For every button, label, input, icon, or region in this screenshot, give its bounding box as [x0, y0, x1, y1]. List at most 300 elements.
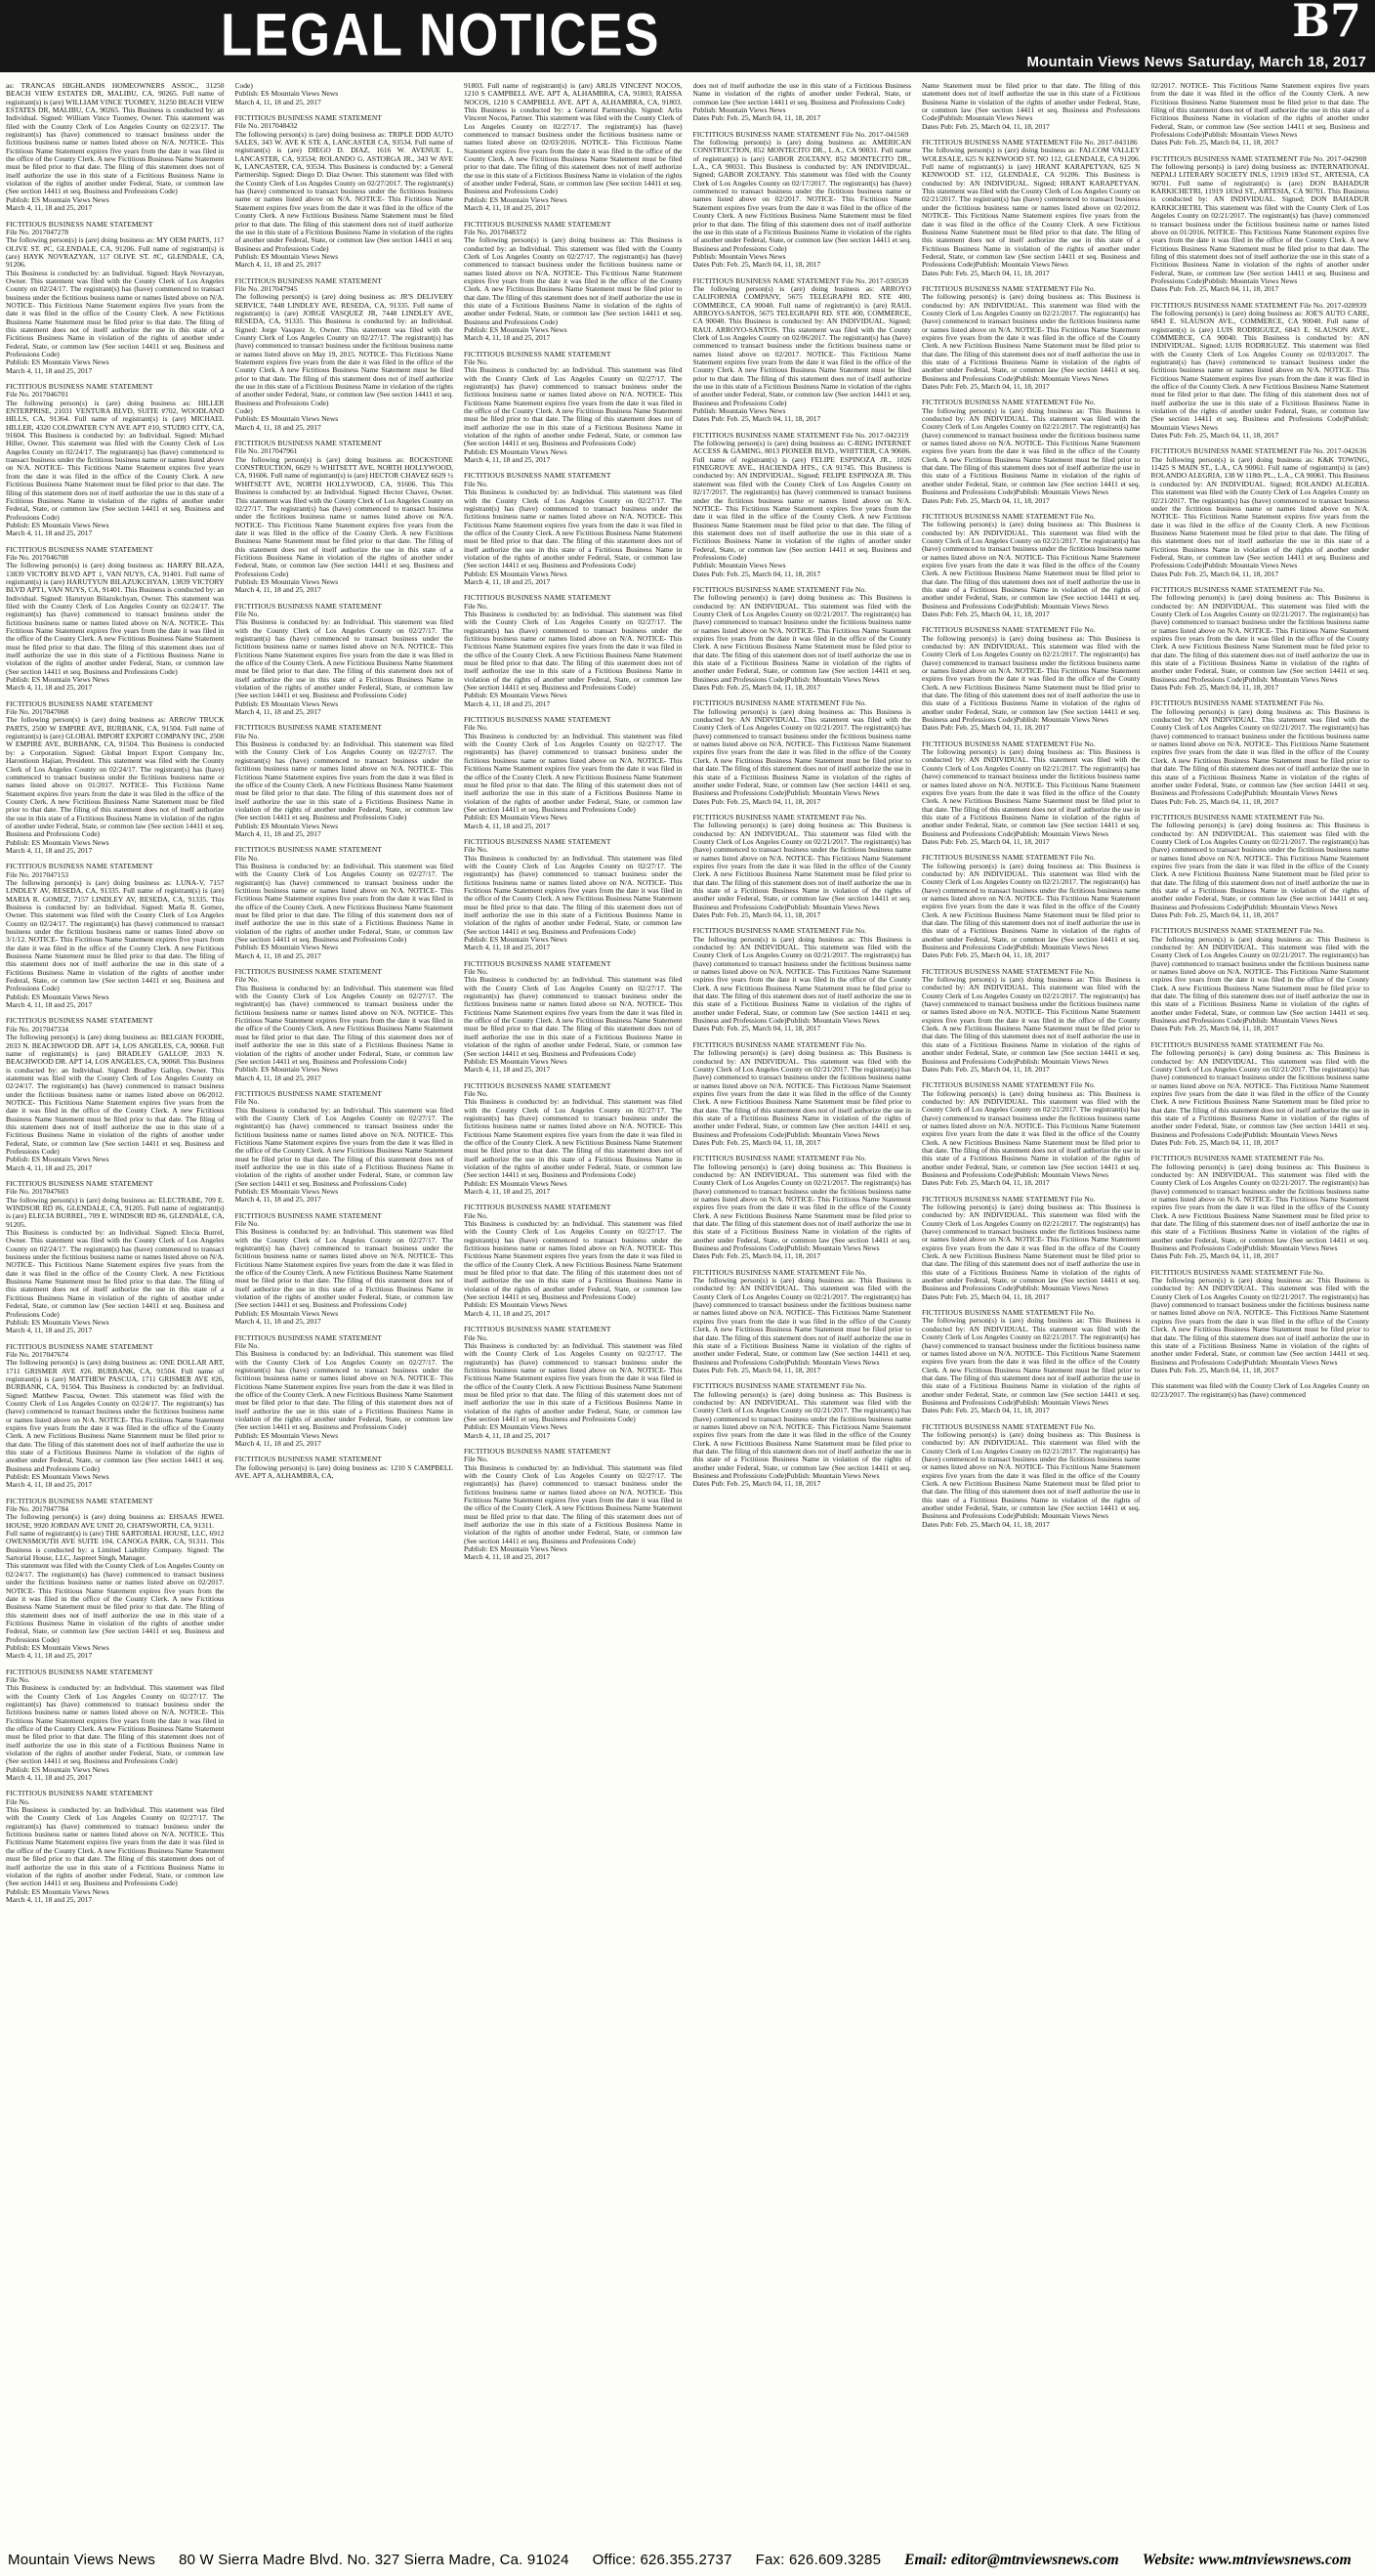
notice-heading: FICTITIOUS BUSINESS NAME STATEMENT File No. — [1150, 698, 1325, 708]
notice-publish: Publish: ES Mountain Views News — [234, 414, 339, 424]
notice-dates: Dates Pub: Feb. 25, March 04, 11, 18, 2017 — [692, 1365, 821, 1374]
notice-text: This Business is conducted by: an Individual. This statement was filed with the County Clerk of Los Angeles County on 02/27/17. The registrant(s) has (have) commenced to transact business under the fictitious business name or names listed above on N/A. NOTICE- This Fictitious Name Statement expires five years from the date it was filed in the office of the County Clerk. A new Fictitious Business Name Statement must be filed prior to that date. The filing of this statement does not of itself authorize the use in this state of a Fictitious Business Name in violation of the rights of another under Federal, State, or common law (See section 14411 et seq. Business and Professions Code) — [234, 739, 453, 823]
notice-text: This statement was filed with the County Clerk of Los Angeles County on 02/24/17. The registrant(s) has (have) commenced to transact business under the fictitious business name or names listed above on 02/2017. NOTICE- This Fictitious Name Statement expires five years from the date it was filed in the office of the County Clerk. A new Fictitious Business Name Statement must be filed prior to that date. The filing of this statement does not of itself authorize the use in this state of a Fictitious Business Name in violation of the rights of another under Federal, State, or common law (See section 14411 et seq. Business and Professions Code) — [6, 1561, 225, 1644]
notice-text: Code) — [234, 82, 253, 90]
notice-dates: March 4, 11, 18 and 25, 2017 — [6, 683, 93, 693]
notice-file-number: File No. — [464, 1332, 488, 1342]
notice-text: This Business is conducted by: an Individual. This statement was filed with the County Clerk of Los Angeles County on 02/27/17. The registrant(s) has (have) commenced to transact business under the fictitious business name or names listed above on N/A. NOTICE- This Fictitious Name Statement expires five years from the date it was filed in the office of the County Clerk. A new Fictitious Business Name Statement must be filed prior to that date. The filing of this statement does not of itself authorize the use in this state of a Fictitious Business Name in violation of the rights of another under Federal, State, or common law (See section 14411 et seq. Business and Professions Code) — [464, 1219, 683, 1302]
notice-dates: March 4, 11, 18 and 25, 2017 — [464, 821, 551, 830]
notice-heading: FICTITIOUS BUSINESS NAME STATEMENT — [464, 471, 611, 481]
legal-notice — [6, 1343, 225, 1490]
notice-file-number: File No. — [234, 1097, 260, 1107]
footer-email: Email: editor@mtnviewsnews.com — [904, 2552, 1119, 2568]
notice-dates: Dates Pub: Feb. 25, March 04, 11, 18, 2017 — [692, 1137, 821, 1147]
notice-text: The following person(s) is (are) doing business as: ARROW TRUCK PARTS, 2500 W EMPIRE AVE, BURBANK, CA, 91504. Full name of registrant(s) is (are) GLOBAL IMPORT EXPORT COMPANY INC, 2500 W EMPIRE AVE, BURBANK, CA, 91504. This Business is conducted by: a Corporation. Signed: Global Import Export Company Inc, Haroutioun Hajian, President. This statement was filed with the County Clerk of Los Angeles County on 02/24/17. The registrant(s) has (have) commenced to transact business under the fictitious business name or names listed above on 01/2017. NOTICE- This Fictitious Name Statement expires five years from the date it was filed in the office of the County Clerk. A new Fictitious Business Name Statement must be filed prior to that date. The filing of this statement does not of itself authorize the use in this state of a Fictitious Business Name in violation of the rights of another under Federal, State, or common law (See section 14411 et seq. Business and Professions Code) — [6, 715, 225, 839]
notice-heading: FICTITIOUS BUSINESS NAME STATEMENT — [234, 439, 383, 448]
notice-heading: FICTITIOUS BUSINESS NAME STATEMENT — [234, 601, 383, 611]
notice-text: The following person(s) is (are) doing business as: This Business is conducted by: AN INDIVIDUAL. This statement was filed with the County Clerk of Los Angeles County on 02/21/2017. The registrant(s) has (have) commenced to transact business under the fictitious business name or names listed above on N/A. NOTICE- This Fictitious Name Statement expires five years from the date it was filed in the office of the County Clerk. A new Fictitious Business Name Statement must be filed prior to that date. The filing of this statement does not of itself authorize the use in this state of a Fictitious Business Name in violation of the rights of another under Federal, State, or common law (See section 14411 et seq. Business and Professions Code)Publish: Mountain Views News — [692, 1276, 911, 1367]
notice-column-5 — [922, 82, 1141, 2532]
notice-file-number: File No. 2017047334 — [6, 1024, 68, 1034]
notice-text: The following person(s) is (are) doing business as: This Business is conducted by: AN INDIVIDUAL. This statement was filed with the County Clerk of Los Angeles County on 02/21/2017. The registrant(s) has (have) commenced to transact business under the fictitious business name or names listed above on N/A. NOTICE- This Fictitious Name Statement expires five years from the date it was filed in the office of the County Clerk. A new Fictitious Business Name Statement must be filed prior to that date. The filing of this statement does not of itself authorize the use in this state of a Fictitious Business Name in violation of the rights of another under Federal, State, or common law (See section 14411 et seq. Business and Professions Code)Publish: Mountain Views News — [692, 821, 911, 911]
notice-heading: FICTITIOUS BUSINESS NAME STATEMENT — [6, 1789, 153, 1798]
notice-publish: Publish: ES Mountain Views News — [6, 992, 109, 1001]
notice-dates: Dates Pub: Feb. 25, March 04, 11, 18, 2017 — [922, 382, 1050, 392]
notice-heading: FICTITIOUS BUSINESS NAME STATEMENT File No. — [692, 1267, 867, 1277]
notice-publish: Publish: ES Mountain Views News — [234, 576, 339, 586]
notice-text: as: TRANCAS HIGHLANDS HOMEOWNERS ASSOC., 31250 BEACH VIEW ESTATES DR, MALIBU, CA, 90265. Full name of registrant(s) is (are) WILLIAM VINCE TUOMEY, 31250 BEACH VIEW ESTATES DR, MALIBU, CA, 90265. This Business is conducted by: an Individual. Signed: William Vince Tuomey, Owner. This statement was filed with the County Clerk of Los Angeles County on 02/23/17. The registrant(s) has (have) commenced to transact business under the fictitious business name or names listed above on N/A. NOTICE- This Fictitious Name Statement expires five years from the date it was filed in the office of the County Clerk. A new Fictitious Business Name Statement must be filed prior to that date. The filing of this statement does not of itself authorize the use in this state of a Fictitious Business Name in violation of the rights of another under Federal, State, or common law (See section 14411 et seq. Business and Professions Code) — [6, 82, 225, 196]
notice-heading: FICTITIOUS BUSINESS NAME STATEMENT File No. — [692, 926, 867, 936]
notice-dates: March 4, 11, 18 and 25, 2017 — [234, 585, 321, 595]
legal-notice — [464, 472, 683, 586]
notice-file-number: File No. — [464, 1455, 488, 1464]
notice-heading: FICTITIOUS BUSINESS NAME STATEMENT — [464, 1446, 611, 1456]
notice-text: This Business is conducted by: an Individual. This statement was filed with the County Clerk of Los Angeles County on 02/27/17. The registrant(s) has (have) commenced to transact business under the fictitious business name or names listed above on N/A. NOTICE- This Fictitious Name Statement expires five years from the date it was filed in the office of the County Clerk. A new Fictitious Business Name Statement must be filed prior to that date. The filing of this statement does not of itself authorize the use in this state of a Fictitious Business Name in violation of the rights of another under Federal, State, or common law (See section 14411 et seq. Business and Professions Code) — [464, 365, 683, 448]
legal-notice — [1151, 927, 1370, 1033]
notice-heading: FICTITIOUS BUSINESS NAME STATEMENT File No. — [922, 1194, 1096, 1204]
notice-text: Publish: Mountain Views News — [692, 561, 786, 570]
notice-text: 02/2017. NOTICE- This Fictitious Name Statement expires five years from the date it was filed in the office of the County Clerk. A new Fictitious Business Name Statement must be filed prior to that date. The filing of this statement does not of itself authorize the use in this state of a Fictitious Business Name in violation of the rights of another under Federal, State, or common law (See section 14411 et seq. Business and Professions Code)Publish: Mountain Views News — [1150, 82, 1369, 140]
notice-text: The following person(s) is (are) doing business as: This Business is conducted by: AN INDIVIDUAL. This statement was filed with the County Clerk of Los Angeles County on 02/21/2017. The registrant(s) has (have) commenced to transact business under the fictitious business name or names listed above on N/A. NOTICE- This Fictitious Name Statement expires five years from the date it was filed in the office of the County Clerk. A new Fictitious Business Name Statement must be filed prior to that date. The filing of this statement does not of itself authorize the use in this state of a Fictitious Business Name in violation of the rights of another under Federal, State, or common law (See section 14411 et seq. Business and Professions Code)Publish: Mountain Views News — [1150, 593, 1369, 684]
notice-text: March 4, 11, 18 and 25, 2017 — [234, 97, 321, 106]
notice-text: The following person(s) is (are) doing business as: This Business is conducted by: AN INDIVIDUAL. This statement was filed with the County Clerk of Los Angeles County on 02/21/2017. The registrant(s) has (have) commenced to transact business under the fictitious business name or names listed above on N/A. NOTICE- This Fictitious Name Statement expires five years from the date it was filed in the office of the County Clerk. A new Fictitious Business Name Statement must be filed prior to that date. The filing of this statement does not of itself authorize the use in this state of a Fictitious Business Name in violation of the rights of another under Federal, State, or common law (See section 14411 et seq. Business and Professions Code)Publish: Mountain Views News — [922, 405, 1141, 497]
notice-file-number: File No. — [234, 731, 260, 740]
notice-file-number: File No. — [464, 358, 488, 366]
notice-dates: March 4, 11, 18 and 25, 2017 — [6, 203, 93, 213]
notice-dates: Dates Pub: Feb. 25, March 04, 11, 18, 2017 — [922, 609, 1050, 618]
notice-file-number: File No. 2017047068 — [6, 707, 68, 717]
notice-publish: Publish: ES Mountain Views News — [6, 675, 109, 685]
notice-dates: Dates Pub: Feb. 25, March 04, 11, 18, 2017 — [922, 268, 1050, 277]
legal-notice — [922, 740, 1141, 846]
notice-file-number: File No. 2017047674 — [6, 1349, 68, 1359]
notice-dates: March 4, 11, 18 and 25, 2017 — [6, 1651, 93, 1661]
notice-column-2 — [235, 82, 454, 2532]
notice-dates: March 4, 11, 18 and 25, 2017 — [234, 260, 321, 270]
notice-dates: Dates Pub: Feb. 25, March 04, 11, 18, 2017 — [922, 950, 1050, 960]
notice-publish: Publish: ES Mountain Views News — [234, 943, 339, 952]
notice-dates: March 4, 11, 18 and 25, 2017 — [6, 528, 93, 538]
page-number: B7 — [1292, 0, 1361, 47]
notice-text: The following person(s) is (are) doing business as: ARROYO CALIFORNIA COMPANY, 5675 TELEGRAPH RD. STE 400, COMMERCE, CA 90040. Full name of registrant(s) is (are) RAUL ARROYO-SANTOS, 5675 TELEGRAPH RD. STE 400, COMMERCE, CA 90040. This Business is conducted by: AN INDIVIDUAL. Signed; RAUL ARROYO-SANTOS. This statement was filed with the County Clerk of Los Angeles County on 02/06/2017. The registrant(s) has (have) commenced to transact business under the fictitious business name or names listed above on 02/2017. NOTICE- This Fictitious Name Statement expires five years from the date it was filed in the office of the County Clerk. A new Fictitious Business Name Statement must be filed prior to that date. The filing of this statement does not of itself authorize the use in this state of a Fictitious Business Name in violation of the rights of another under Federal, State, or common law (See section 14411 et seq. Business and Professions Code) — [692, 283, 911, 407]
notice-text: The following person(s) is (are) doing business as: This Business is conducted by: AN INDIVIDUAL. This statement was filed with the County Clerk of Los Angeles County on 02/21/2017. The registrant(s) has (have) commenced to transact business under the fictitious business name or names listed above on N/A. NOTICE- This Fictitious Name Statement expires five years from the date it was filed in the office of the County Clerk. A new Fictitious Business Name Statement must be filed prior to that date. The filing of this statement does not of itself authorize the use in this state of a Fictitious Business Name in violation of the rights of another under Federal, State, or common law (See section 14411 et seq. Business and Professions Code)Publish: Mountain Views News — [922, 633, 1141, 725]
notice-file-number: File No. — [464, 845, 488, 855]
legal-notice — [464, 594, 683, 708]
notice-text: Publish: ES Mountain Views News — [234, 89, 339, 99]
notice-heading: FICTITIOUS BUSINESS NAME STATEMENT File No. — [1150, 1154, 1325, 1163]
notice-text: The following person(s) is (are) doing business as: This Business is conducted by: AN INDIVIDUAL. This statement was filed with the County Clerk of Los Angeles County on 02/21/2017. The registrant(s) has (have) commenced to transact business under the fictitious business name or names listed above on N/A. NOTICE- This Fictitious Name Statement expires five years from the date it was filed in the office of the County Clerk. A new Fictitious Business Name Statement must be filed prior to that date. The filing of this statement does not of itself authorize the use in this state of a Fictitious Business Name in violation of the rights of another under Federal, State, or common law (See section 14411 et seq. Business and Professions Code)Publish: Mountain Views News — [1150, 1048, 1369, 1139]
notice-text: This Business is conducted by: an Individual. This statement was filed with the County Clerk of Los Angeles County on 02/27/17. The registrant(s) has (have) commenced to transact business under the fictitious business name or names listed above on N/A. NOTICE- This Fictitious Name Statement expires five years from the date it was filed in the office of the County Clerk. A new Fictitious Business Name Statement must be filed prior to that date. The filing of this statement does not of itself authorize the use in this state of a Fictitious Business Name in violation of the rights of another under Federal, State, or common law (See section 14411 et seq. Business and Professions Code) — [234, 861, 453, 945]
notice-publish: Publish: ES Mountain Views News — [464, 1300, 567, 1310]
notice-dates: Dates Pub: Feb. 25, March 04, 11, 18, 2017 — [692, 796, 821, 806]
notice-publish: Publish: ES Mountain Views News — [464, 691, 567, 700]
notice-dates: March 4, 11, 18 and 25, 2017 — [6, 1480, 93, 1490]
notice-text: This Business is conducted by: an Individual. This statement was filed with the County Clerk of Los Angeles County on 02/27/17. The registrant(s) has (have) commenced to transact business under the fictitious business name or names listed above on N/A. NOTICE- This Fictitious Name Statement expires five years from the date it was filed in the office of the County Clerk. A new Fictitious Business Name Statement must be filed prior to that date. The filing of this statement does not of itself authorize the use in this state of a Fictitious Business Name in violation of the rights of another under Federal, State, or common law (See section 14411 et seq. Business and Professions Code) — [464, 609, 683, 693]
notice-text: The following person(s) is (are) doing business as: This Business is conducted by: AN INDIVIDUAL. This statement was filed with the County Clerk of Los Angeles County on 02/21/2017. The registrant(s) has (have) commenced to transact business under the fictitious business name or names listed above on N/A. NOTICE- This Fictitious Name Statement expires five years from the date it was filed in the office of the County Clerk. A new Fictitious Business Name Statement must be filed prior to that date. The filing of this statement does not of itself authorize the use in this state of a Fictitious Business Name in violation of the rights of another under Federal, State, or common law (See section 14411 et seq. Business and Professions Code)Publish: Mountain Views News — [922, 1088, 1141, 1179]
notice-dates: Dates Pub: Feb. 25, March 04, 11, 18, 2017 — [922, 1291, 1050, 1301]
notice-heading: FICTITIOUS BUSINESS NAME STATEMENT — [234, 113, 383, 123]
legal-notice — [922, 285, 1141, 391]
legal-notice — [6, 1017, 225, 1172]
notice-heading: FICTITIOUS BUSINESS NAME STATEMENT — [6, 1496, 153, 1505]
legal-notice — [1151, 699, 1370, 805]
notice-heading: FICTITIOUS BUSINESS NAME STATEMENT File No. 2017-043186 — [922, 138, 1138, 148]
notice-heading: FICTITIOUS BUSINESS NAME STATEMENT — [234, 1210, 383, 1220]
notice-heading: FICTITIOUS BUSINESS NAME STATEMENT File No. — [922, 853, 1096, 863]
notice-dates: Dates Pub: Feb. 25, March 04, 11, 18, 2017 — [692, 1024, 821, 1034]
notice-heading: FICTITIOUS BUSINESS NAME STATEMENT — [6, 544, 153, 554]
notice-text: The following person(s) is (are) doing business as: FALCOM VALLEY WOLESALE, 625 N KENWOOD ST. NO 112, GLENDALE, CA 91206. Full name of registrant(s) is (are) HRANT KARAPETYAN, 625 N KENWOOD ST. 112, GLENDALE, CA 91206. This Business is conducted by: AN INDIVIDUAL. Signed; HRANT KARAPETYAN. This statement was filed with the County Clerk of Los Angeles County on 02/21/2017. The registrant(s) has (have) commenced to transact business under the fictitious business name or names listed above on 02/2012. NOTICE- This Fictitious Name Statement expires five years from the date it was filed in the office of the County Clerk. A new Fictitious Business Name Statement must be filed prior to that date. The filing of this statement does not of itself authorize the use in this state of a Fictitious Business Name in violation of the rights of another under Federal, State, or common law (See section 14411 et seq. Business and Professions Code)Publish: Mountain Views News — [922, 146, 1141, 270]
legal-notice — [6, 1180, 225, 1335]
legal-notice — [1151, 302, 1370, 441]
notice-dates: Dates Pub: Feb. 25, March 04, 11, 18, 2017 — [1150, 569, 1279, 578]
notice-dates: Dates Pub: Feb. 25, March 04, 11, 18, 2017 — [1150, 796, 1279, 806]
notice-dates: March 4, 11, 18 and 25, 2017 — [234, 422, 321, 432]
notice-dates: March 4, 11, 18 and 25, 2017 — [464, 1430, 551, 1440]
notice-publish: Publish: ES Mountain Views News — [464, 813, 567, 823]
legal-notice — [693, 1382, 912, 1488]
legal-notice — [235, 1456, 454, 1480]
notice-dates: Dates Pub: Feb. 25, March 04, 11, 18, 2017 — [692, 683, 821, 693]
legal-notice — [1151, 814, 1370, 919]
legal-notice — [922, 968, 1141, 1074]
notice-text: This Business is conducted by: an Individual. This statement was filed with the County Clerk of Los Angeles County on 02/27/17. The registrant(s) has (have) commenced to transact business under the fictitious business name or names listed above on N/A. NOTICE- This Fictitious Name Statement expires five years from the date it was filed in the office of the County Clerk. A new Fictitious Business Name Statement must be filed prior to that date. The filing of this statement does not of itself authorize the use in this state of a Fictitious Business Name in violation of the rights of another under Federal, State, or common law (See section 14411 et seq. Business and Professions Code) — [464, 975, 683, 1058]
notice-dates: March 4, 11, 18 and 25, 2017 — [234, 1073, 321, 1082]
notice-dates: March 4, 11, 18 and 25, 2017 — [234, 950, 321, 960]
notice-file-number: File No. — [464, 601, 488, 611]
notice-publish: Publish: ES Mountain Views News — [234, 1187, 339, 1196]
notice-column-1 — [6, 82, 225, 2532]
notice-dates: March 4, 11, 18 and 25, 2017 — [464, 1308, 551, 1318]
notice-dates: March 4, 11, 18 and 25, 2017 — [6, 1000, 93, 1010]
notice-heading: FICTITIOUS BUSINESS NAME STATEMENT File No. — [922, 625, 1096, 635]
legal-notice — [235, 1090, 454, 1204]
notice-heading: FICTITIOUS BUSINESS NAME STATEMENT File No. — [1150, 1267, 1325, 1277]
notice-text: Publish: Mountain Views News — [692, 406, 786, 416]
notice-text: The following person(s) is (are) doing business as: This Business is conducted by: AN INDIVIDUAL. This statement was filed with the County Clerk of Los Angeles County on 02/21/2017. The registrant(s) has (have) commenced to transact business under the fictitious business name or names listed above on N/A. NOTICE- This Fictitious Name Statement expires five years from the date it was filed in the office of the County Clerk. A new Fictitious Business Name Statement must be filed prior to that date. The filing of this statement does not of itself authorize the use in this state of a Fictitious Business Name in violation of the rights of another under Federal, State, or common law (See section 14411 et seq. Business and Professions Code)Publish: Mountain Views News — [1150, 934, 1369, 1026]
notice-column-3 — [464, 82, 683, 2532]
notice-heading: FICTITIOUS BUSINESS NAME STATEMENT File No. — [922, 398, 1096, 407]
legal-notice — [1151, 155, 1370, 294]
notice-dates: March 4, 11, 18 and 25, 2017 — [6, 1894, 93, 1904]
notice-text: Dates Pub: Feb. 25, March 04, 11, 18, 2017 — [1150, 138, 1279, 148]
notice-continuation — [1151, 82, 1370, 148]
notice-text: This Business is conducted by: an Individual. This statement was filed with the County Clerk of Los Angeles County on 02/27/17. The registrant(s) has (have) commenced to transact business under the fictitious business name or names listed above on N/A. NOTICE- This Fictitious Name Statement expires five years from the date it was filed in the office of the County Clerk. A new Fictitious Business Name Statement must be filed prior to that date. The filing of this statement does not of itself authorize the use in this state of a Fictitious Business Name in violation of the rights of another under Federal, State, or common law (See section 14411 et seq. Business and Professions Code) — [464, 1097, 683, 1180]
notice-publish: Publish: ES Mountain Views News — [464, 1178, 567, 1188]
notice-text: This Business is conducted by: an Individual. This statement was filed with the County Clerk of Los Angeles County on 02/27/17. The registrant(s) has (have) commenced to transact business under the fictitious business name or names listed above on N/A. NOTICE- This Fictitious Name Statement expires five years from the date it was filed in the office of the County Clerk. A new Fictitious Business Name Statement must be filed prior to that date. The filing of this statement does not of itself authorize the use in this state of a Fictitious Business Name in violation of the rights of another under Federal, State, or common law (See section 14411 et seq. Business and Professions Code) — [234, 617, 453, 700]
legal-notice — [922, 1081, 1141, 1187]
notice-heading: FICTITIOUS BUSINESS NAME STATEMENT — [234, 1332, 383, 1342]
notice-dates: March 4, 11, 18 and 25, 2017 — [464, 698, 551, 708]
legal-notice — [464, 1326, 683, 1440]
notice-file-number: File No. — [6, 1796, 30, 1806]
footer-address: 80 W Sierra Madre Blvd. No. 327 Sierra Madre, Ca. 91024 — [179, 2552, 569, 2568]
notice-dates: Dates Pub: Feb. 25, March 04, 11, 18, 2017 — [692, 414, 821, 424]
notice-dates: March 4, 11, 18 and 25, 2017 — [464, 576, 551, 586]
masthead — [0, 0, 1375, 72]
notice-text: The following person(s) is (are) doing business as: MY OEM PARTS, 117 OLIVE ST. #C, GLENDALE, CA, 91206. Full name of registrant(s) is (are) HAYK NOVRAZYAN, 117 OLIVE ST. #C, GLENDALE, CA, 91206. — [6, 235, 225, 270]
notice-publish: Publish: ES Mountain Views News — [234, 1308, 339, 1318]
notice-publish: Publish: ES Mountain Views News — [234, 1430, 339, 1440]
notice-file-number: File No. — [234, 1340, 260, 1350]
notice-column-6 — [1151, 82, 1370, 2532]
notice-text: The following person(s) is (are) doing business as: This Business is conducted by: AN INDIVIDUAL. This statement was filed with the County Clerk of Los Angeles County on 02/21/2017. The registrant(s) has (have) commenced to transact business under the fictitious business name or names listed above on N/A. NOTICE- This Fictitious Name Statement expires five years from the date it was filed in the office of the County Clerk. A new Fictitious Business Name Statement must be filed prior to that date. The filing of this statement does not of itself authorize the use in this state of a Fictitious Business Name in violation of the rights of another under Federal, State, or common law (See section 14411 et seq. Business and Professions Code)Publish: Mountain Views News — [1150, 1276, 1369, 1367]
notice-publish: Publish: ES Mountain Views News — [464, 1056, 567, 1066]
notice-publish: Publish: ES Mountain Views News — [6, 837, 109, 847]
notice-heading: FICTITIOUS BUSINESS NAME STATEMENT File No. — [922, 1308, 1096, 1318]
notice-file-number: File No. — [234, 853, 260, 863]
notice-heading: FICTITIOUS BUSINESS NAME STATEMENT — [6, 382, 153, 392]
notice-dates: March 4, 11, 18 and 25, 2017 — [234, 828, 321, 838]
notice-heading: FICTITIOUS BUSINESS NAME STATEMENT — [234, 1455, 383, 1464]
notice-text: This Business is conducted by: an Individual. This statement was filed with the County Clerk of Los Angeles County on 02/27/17. The registrant(s) has (have) commenced to transact business under the fictitious business name or names listed above on N/A. NOTICE- This Fictitious Name Statement expires five years from the date it was filed in the office of the County Clerk. A new Fictitious Business Name Statement must be filed prior to that date. The filing of this statement does not of itself authorize the use in this state of a Fictitious Business Name in violation of the rights of another under Federal, State, or common law (See section 14411 et seq. Business and Professions Code) — [6, 1805, 225, 1888]
notice-dates: March 4, 11, 18 and 25, 2017 — [464, 1187, 551, 1196]
notice-text: The following person(s) is (are) doing business as: This Business is conducted by: AN INDIVIDUAL. This statement was filed with the County Clerk of Los Angeles County on 02/21/2017. The registrant(s) has (have) commenced to transact business under the fictitious business name or names listed above on N/A. NOTICE- This Fictitious Name Statement expires five years from the date it was filed in the office of the County Clerk. A new Fictitious Business Name Statement must be filed prior to that date. The filing of this statement does not of itself authorize the use in this state of a Fictitious Business Name in violation of the rights of another under Federal, State, or common law (See section 14411 et seq. Business and Professions Code)Publish: Mountain Views News — [922, 292, 1141, 383]
notice-text: The following person(s) is (are) doing business as: This Business is conducted by: AN INDIVIDUAL. This statement was filed with the County Clerk of Los Angeles County on 02/21/2017. The registrant(s) has (have) commenced to transact business under the fictitious business name or names listed above on N/A. NOTICE- This Fictitious Name Statement expires five years from the date it was filed in the office of the County Clerk. A new Fictitious Business Name Statement must be filed prior to that date. The filing of this statement does not of itself authorize the use in this state of a Fictitious Business Name in violation of the rights of another under Federal, State, or common law (See section 14411 et seq. Business and Professions Code)Publish: Mountain Views News — [1150, 1161, 1369, 1253]
notice-heading: FICTITIOUS BUSINESS NAME STATEMENT — [464, 1325, 611, 1334]
notice-text: The following person(s) is (are) doing business as: ELECTRABE, 709 E. WINDSOR RD #6, GLENDALE, CA, 91205. Full name of registrant(s) is (are) ELECIA BURREL, 709 E. WINDSOR RD #6, GLENDALE, CA, 91205. — [6, 1195, 225, 1229]
notice-heading: FICTITIOUS BUSINESS NAME STATEMENT File No. 2017-042319 — [692, 430, 909, 440]
notice-text: The following person(s) is (are) doing business as: INTERNATIONAL NEPALI LITERARY SOCIETY INLS, 11919 183rd ST., ARTESIA, CA 90701. Full name of registrant(s) is (are) DON BAHADUR KARKICHETRI, 11919 183rd ST., ARTESIA, CA 90701. This Business is conducted by: AN INDIVIDUAL. Signed; DON BAHADUR KARKICHETRI. This statement was filed with the County Clerk of Los Angeles County on 02/21/2017. The registrant(s) has (have) commenced to transact business under the fictitious business name or names listed above on 01/2016. NOTICE- This Fictitious Name Statement expires five years from the date it was filed in the office of the County Clerk. A new Fictitious Business Name Statement must be filed prior to that date. The filing of this statement does not of itself authorize the use in this state of a Fictitious Business Name in violation of the rights of another under Federal, State, or common law (See section 14411 et seq. Business and Professions Code)Publish: Mountain Views News — [1150, 162, 1369, 285]
notice-publish: Publish: ES Mountain Views News — [6, 1642, 109, 1652]
notice-heading: FICTITIOUS BUSINESS NAME STATEMENT — [464, 593, 611, 603]
notice-text: This Business is conducted by: an Individual. This statement was filed with the County Clerk of Los Angeles County on 02/27/17. The registrant(s) has (have) commenced to transact business under the fictitious business name or names listed above on N/A. NOTICE- This Fictitious Name Statement expires five years from the date it was filed in the office of the County Clerk. A new Fictitious Business Name Statement must be filed prior to that date. The filing of this statement does not of itself authorize the use in this state of a Fictitious Business Name in violation of the rights of another under Federal, State, or common law (See section 14411 et seq. Business and Professions Code) — [234, 983, 453, 1066]
notice-file-number: File No. — [234, 609, 260, 618]
notice-file-number: File No. 2017047784 — [6, 1504, 68, 1514]
notice-publish: Publish: ES Mountain Views News — [234, 698, 339, 708]
legal-notice — [235, 277, 454, 433]
notice-dates: March 4, 11, 18 and 25, 2017 — [6, 1162, 93, 1172]
notice-text: The following person(s) is (are) doing business as: This Business is conducted by: AN INDIVIDUAL. This statement was filed with the County Clerk of Los Angeles County on 02/21/2017. The registrant(s) has (have) commenced to transact business under the fictitious business name or names listed above on N/A. NOTICE- This Fictitious Name Statement expires five years from the date it was filed in the office of the County Clerk. A new Fictitious Business Name Statement must be filed prior to that date. The filing of this statement does not of itself authorize the use in this state of a Fictitious Business Name in violation of the rights of another under Federal, State, or common law (See section 14411 et seq. Business and Professions Code)Publish: Mountain Views News — [922, 975, 1141, 1066]
notice-heading: FICTITIOUS BUSINESS NAME STATEMENT File No. 2017-030539 — [692, 275, 909, 285]
notice-heading: FICTITIOUS BUSINESS NAME STATEMENT — [6, 1667, 153, 1676]
legal-notice — [693, 131, 912, 270]
notice-text: The following person(s) is (are) doing business as: C-RING INTERNET ACCESS & GAMING, 8013 PIONEER BLVD., WHITTIER, CA 90606. Full name of registrant(s) is (are) FELIPE ESPINOZA JR., 1026 FINEGROVE AVE., HACIENDA HTS., CA 91745. This Business is conducted by: AN INDIVIDUAL. Signed; FELIPE ESPINOZA JR. This statement was filed with the County Clerk of Los Angeles County on 02/17/2017. The registrant(s) has (have) commenced to transact business under the fictitious business name or names listed above on N/A. NOTICE- This Fictitious Name Statement expires five years from the date it was filed in the office of the County Clerk. A new Fictitious Business Name Statement must be filed prior to that date. The filing of this statement does not of itself authorize the use in this state of a Fictitious Business Name in violation of the rights of another under Federal, State, or common law (See section 14411 et seq. Business and Professions Code) — [692, 439, 911, 562]
notice-publish: Publish: ES Mountain Views News — [6, 358, 109, 367]
legal-notice — [693, 814, 912, 919]
legal-notices-body — [6, 82, 1369, 2532]
notice-publish: Publish: ES Mountain Views News — [6, 1472, 109, 1482]
notice-heading: FICTITIOUS BUSINESS NAME STATEMENT — [464, 715, 611, 725]
notice-text: Dates Pub: Feb. 25, March 04, 11, 18, 2017 — [922, 121, 1050, 131]
notice-dates: March 4, 11, 18 and 25, 2017 — [6, 1326, 93, 1335]
legal-notice — [693, 432, 912, 578]
notice-dates: Dates Pub: Feb. 25, March 04, 11, 18, 2017 — [922, 1519, 1050, 1529]
legal-notice — [235, 114, 454, 270]
legal-notice — [464, 716, 683, 830]
notice-text: The following person(s) is (are) doing business as: TRIPLE DDD AUTO SALES, 343 W. AVE K STE A, LANCASTER CA, 93534. Full name of registrant(s) is (are) DIEGO D. DIAZ, 1616 W. AVENUE L, LANCASTER, CA, 93534; ROLANDO G. ASTORGA JR., 343 W AVE K, LANCASTER, CA, 93534. This Business is conducted by: a General Partnership. Signed: Diego D. Diaz Owner. This statement was filed with the County Clerk of Los Angeles County on 02/27/2017. The registrant(s) has (have) commenced to transact business under the fictitious business name or names listed above on N/A. NOTICE- This Fictitious Name Statement expires five years from the date it was filed in the office of the County Clerk. A new Fictitious Business Name Statement must be filed prior to that date. The filing of this statement does not of itself authorize the use in this state of a Fictitious Business Name in violation of the rights of another under Federal, State, or common law (See section 14411 et seq. Business and Professions Code) — [234, 129, 453, 253]
legal-notice — [235, 1334, 454, 1449]
notice-publish: Publish: ES Mountain Views News — [234, 251, 339, 261]
notice-continuation — [693, 82, 912, 123]
notice-heading: FICTITIOUS BUSINESS NAME STATEMENT File No. 2017-041569 — [692, 129, 909, 139]
notice-text: This Business is conducted by: an Individual. This statement was filed with the County Clerk of Los Angeles County on 02/27/17. The registrant(s) has (have) commenced to transact business under the fictitious business name or names listed above on N/A. NOTICE- This Fictitious Name Statement expires five years from the date it was filed in the office of the County Clerk. A new Fictitious Business Name Statement must be filed prior to that date. The filing of this statement does not of itself authorize the use in this state of a Fictitious Business Name in violation of the rights of another under Federal, State, or common law (See section 14411 et seq. Business and Professions Code) — [464, 1462, 683, 1545]
notice-text: The following person(s) is (are) doing business as: This Business is conducted by: AN INDIVIDUAL. This statement was filed with the County Clerk of Los Angeles County on 02/21/2017. The registrant(s) has (have) commenced to transact business under the fictitious business name or names listed above on N/A. NOTICE- This Fictitious Name Statement expires five years from the date it was filed in the office of the County Clerk. A new Fictitious Business Name Statement must be filed prior to that date. The filing of this statement does not of itself authorize the use in this state of a Fictitious Business Name in violation of the rights of another under Federal, State, or common law (See section 14411 et seq. Business and Professions Code)Publish: Mountain Views News — [922, 1203, 1141, 1293]
notice-heading: FICTITIOUS BUSINESS NAME STATEMENT — [6, 219, 153, 229]
notice-text: The following person(s) is (are) doing business as: This Business is conducted by: AN INDIVIDUAL. This statement was filed with the County Clerk of Los Angeles County on 02/21/2017. The registrant(s) has (have) commenced to transact business under the fictitious business name or names listed above on N/A. NOTICE- This Fictitious Name Statement expires five years from the date it was filed in the office of the County Clerk. A new Fictitious Business Name Statement must be filed prior to that date. The filing of this statement does not of itself authorize the use in this state of a Fictitious Business Name in violation of the rights of another under Federal, State, or common law (See section 14411 et seq. Business and Professions Code)Publish: Mountain Views News — [692, 593, 911, 684]
notice-heading: FICTITIOUS BUSINESS NAME STATEMENT — [464, 349, 611, 359]
legal-notice — [464, 351, 683, 465]
legal-notice — [235, 724, 454, 838]
notice-heading: FICTITIOUS BUSINESS NAME STATEMENT File No. — [692, 698, 867, 708]
notice-heading: FICTITIOUS BUSINESS NAME STATEMENT File No. — [922, 966, 1096, 976]
legal-notice — [464, 221, 683, 343]
notice-text: 91803. Full name of registrant(s) is (are) ARLIS VINCENT NOCOS, 1210 S CAMPBELL AVE. APT A, ALHAMBRA, CA, 91803; RAISSA NOCOS, 1210 S CAMPBELL AVE. APT A, ALHAMBRA, CA, 91803. This Business is conducted by: a General Partnership. Signed: Arlis Vincent Nocos, Partner. This statement was filed with the County Clerk of Los Angeles County on 02/27/17. The registrant(s) has (have) commenced to transact business under the fictitious business name or names listed above on 02/03/2016. NOTICE- This Fictitious Name Statement expires five years from the date it was filed in the office of the County Clerk. A new Fictitious Business Name Statement must be filed prior to that date. The filing of this statement does not of itself authorize the use in this state of a Fictitious Business Name in violation of the rights of another under Federal, State, or common law (See section 14411 et seq. Business and Professions Code) — [464, 82, 683, 196]
legal-notice — [235, 968, 454, 1082]
footer-office-phone: Office: 626.355.2737 — [592, 2552, 732, 2568]
legal-notice — [693, 927, 912, 1033]
notice-heading: FICTITIOUS BUSINESS NAME STATEMENT — [464, 836, 611, 846]
notice-text: The following person(s) is (are) doing business as: AMERICAN CONSTRUCTION, 852 MONTECITO DR., L.A., CA 90031. Full name of registrant(s) is (are) GABOR ZOLTANY, 852 MONTECITO DR., L.A., CA 90031. This Business is conducted by: AN INDIVIDUAL. Signed; GABOR ZOLTANY. This statement was filed with the County Clerk of Los Angeles County on 02/17/2017. The registrant(s) has (have) commenced to transact business under the fictitious business name or names listed above on 02/2017. NOTICE- This Fictitious Name Statement expires five years from the date it was filed in the office of the County Clerk. A new Fictitious Business Name Statement must be filed prior to that date. The filing of this statement does not of itself authorize the use in this state of a Fictitious Business Name in violation of the rights of another under Federal, State, or common law (See section 14411 et seq. Business and Professions Code) — [692, 138, 911, 253]
notice-file-number: File No. 2017047278 — [6, 227, 68, 236]
notice-text: The following person(s) is (are) doing business as: ONE DOLLAR ART, 1711 GRISMER AVE #26. BURBANK, CA, 91504. Full name of registrant(s) is (are) MATTHEW PASCUA, 1711 GRISMER AVE #26, BURBANK, CA, 91504. This Business is conducted by: an Individual. Signed: Matthew Pascua, Owner. This statement was filed with the County Clerk of Los Angeles County on 02/24/17. The registrant(s) has (have) commenced to transact business under the fictitious business name or names listed above on N/A. NOTICE- This Fictitious Name Statement expires five years from the date it was filed in the office of the County Clerk. A new Fictitious Business Name Statement must be filed prior to that date. The filing of this statement does not of itself authorize the use in this state of a Fictitious Business Name in violation of the rights of another under Federal, State, or common law (See section 14411 et seq. Business and Professions Code) — [6, 1358, 225, 1473]
notice-publish: Publish: ES Mountain Views News — [6, 1155, 109, 1164]
notice-text: This Business is conducted by: an Individual. This statement was filed with the County Clerk of Los Angeles County on 02/27/17. The registrant(s) has (have) commenced to transact business under the fictitious business name or names listed above on N/A. NOTICE- This Fictitious Name Statement expires five years from the date it was filed in the office of the County Clerk. A new Fictitious Business Name Statement must be filed prior to that date. The filing of this statement does not of itself authorize the use in this state of a Fictitious Business Name in violation of the rights of another under Federal, State, or common law (See section 14411 et seq. Business and Professions Code) — [234, 1349, 453, 1432]
notice-dates: March 4, 11, 18 and 25, 2017 — [464, 455, 551, 465]
page-title: LEGAL NOTICES — [221, 1, 661, 68]
notice-heading: FICTITIOUS BUSINESS NAME STATEMENT File No. — [922, 739, 1096, 748]
notice-heading: FICTITIOUS BUSINESS NAME STATEMENT File No. 2017-028939 — [1150, 300, 1367, 310]
notice-text: The following person(s) is (are) doing business as: LUNA-V, 7157 LINDLEY AV, RESEDA, CA, 91335. Full name of registrant(s) is (are) MARIA R. GOMEZ, 7157 LINDLEY AV, RESEDA, CA, 91335. This Business is conducted by: an Individual. Signed: Maria R. Gomez, Owner. This statement was filed with the County Clerk of Los Angeles County on 02/24/17. The registrant(s) has (have) commenced to transact business under the fictitious business name or names listed above on 3/1/12. NOTICE- This Fictitious Name Statement expires five years from the date it was filed in the office of the County Clerk. A new Fictitious Business Name Statement must be filed prior to that date. The filing of this statement does not of itself authorize the use in this state of a Fictitious Business Name in violation of the rights of another under Federal, State, or common law (See section 14411 et seq. Business and Professions Code) — [6, 877, 225, 993]
notice-text: The following person(s) is (are) doing business as: K&K TOWING, 11425 S MAIN ST., L.A., CA 90061. Full name of registrant(s) is (are) ROLANDO ALEGRIA, 138 W 118th PL., L.A., CA 90061. This Business is conducted by: AN INDIVIDUAL. Signed; ROLANDO ALEGRIA. This statement was filed with the County Clerk of Los Angeles County on 02/21/2017. The registrant(s) has (have) commenced to transact business under the fictitious business name or names listed above on N/A. NOTICE- This Fictitious Name Statement expires five years from the date it was filed in the office of the County Clerk. A new Fictitious Business Name Statement must be filed prior to that date. The filing of this statement does not of itself authorize the use in this state of a Fictitious Business Name in violation of the rights of another under Federal, State, or common law (See section 14411 et seq. Business and Professions Code)Publish: Mountain Views News — [1150, 454, 1369, 570]
notice-text: The following person(s) is (are) doing business as: JOE'S AUTO CARE, 6843 E. SLAUSON AVE., COMMERCE, CA 90040. Full name of registrant(s) is (are) LUIS RODRIGUEZ, 6843 E. SLAUSON AVE., COMMERCE, CA 90040. This Business is conducted by: AN INDIVIDUAL. Signed; LUIS RODRIGUEZ. This statement was filed with the County Clerk of Los Angeles County on 02/03/2017. The registrant(s) has (have) commenced to transact business under the fictitious business name or names listed above on N/A. NOTICE- This Fictitious Name Statement expires five years from the date it was filed in the office of the County Clerk. A new Fictitious Business Name Statement must be filed prior to that date. The filing of this statement does not of itself authorize the use in this state of a Fictitious Business Name in violation of the rights of another under Federal, State, or common law (See section 14411 et seq. Business and Professions Code)Publish: Mountain Views News — [1150, 308, 1369, 432]
notice-publish: Publish: ES Mountain Views News — [464, 324, 567, 334]
notice-file-number: File No. — [234, 1219, 260, 1229]
notice-text: This Business is conducted by: an Individual. This statement was filed with the County Clerk of Los Angeles County on 02/27/17. The registrant(s) has (have) commenced to transact business under the fictitious business name or names listed above on N/A. NOTICE- This Fictitious Name Statement expires five years from the date it was filed in the office of the County Clerk. A new Fictitious Business Name Statement must be filed prior to that date. The filing of this statement does not of itself authorize the use in this state of a Fictitious Business Name in violation of the rights of another under Federal, State, or common law (See section 14411 et seq. Business and Professions Code) — [234, 1105, 453, 1188]
notice-text: The following person(s) is (are) doing business as: This Business is conducted by: AN INDIVIDUAL. This statement was filed with the County Clerk of Los Angeles County on 02/21/2017. The registrant(s) has (have) commenced to transact business under the fictitious business name or names listed above on N/A. NOTICE- This Fictitious Name Statement expires five years from the date it was filed in the office of the County Clerk. A new Fictitious Business Name Statement must be filed prior to that date. The filing of this statement does not of itself authorize the use in this state of a Fictitious Business Name in violation of the rights of another under Federal, State, or common law (See section 14411 et seq. Business and Professions Code)Publish: Mountain Views News — [922, 1316, 1141, 1407]
legal-notice — [6, 1498, 225, 1661]
notice-file-number: File No. 2017048372 — [464, 227, 526, 236]
notice-heading: FICTITIOUS BUSINESS NAME STATEMENT File No. — [692, 1381, 867, 1391]
notice-publish: Publish: ES Mountain Views News — [464, 1544, 567, 1554]
notice-heading: FICTITIOUS BUSINESS NAME STATEMENT — [6, 1341, 153, 1351]
notice-file-number: File No. — [234, 975, 260, 985]
legal-notice — [693, 586, 912, 692]
notice-dates: Dates Pub: Feb. 25, March 04, 11, 18, 2017 — [1150, 1024, 1279, 1034]
notice-dates: Dates Pub: Feb. 25, March 04, 11, 18, 2017 — [692, 1251, 821, 1261]
notice-file-number: File No. 2017047603 — [6, 1187, 68, 1197]
notice-text: This Business is conducted by: an Individual. This statement was filed with the County Clerk of Los Angeles County on 02/27/17. The registrant(s) has (have) commenced to transact business under the fictitious business name or names listed above on N/A. NOTICE- This Fictitious Name Statement expires five years from the date it was filed in the office of the County Clerk. A new Fictitious Business Name Statement must be filed prior to that date. The filing of this statement does not of itself authorize the use in this state of a Fictitious Business Name in violation of the rights of another under Federal, State, or common law (See section 14411 et seq. Business and Professions Code) — [464, 1340, 683, 1423]
notice-text: The following person(s) is (are) doing business as: This Business is conducted by: AN INDIVIDUAL. This statement was filed with the County Clerk of Los Angeles County on 02/21/2017. The registrant(s) has (have) commenced to transact business under the fictitious business name or names listed above on N/A. NOTICE- This Fictitious Name Statement expires five years from the date it was filed in the office of the County Clerk. A new Fictitious Business Name Statement must be filed prior to that date. The filing of this statement does not of itself authorize the use in this state of a Fictitious Business Name in violation of the rights of another under Federal, State, or common law (See section 14411 et seq. Business and Professions Code)Publish: Mountain Views News — [692, 706, 911, 798]
notice-heading: FICTITIOUS BUSINESS NAME STATEMENT — [234, 967, 383, 977]
legal-notice — [693, 277, 912, 424]
legal-notice — [1151, 1269, 1370, 1374]
legal-notice — [235, 440, 454, 595]
legal-notice — [6, 383, 225, 538]
legal-notice — [1151, 447, 1370, 578]
notice-publish: Publish: ES Mountain Views News — [6, 520, 109, 529]
notice-continuation — [235, 82, 454, 106]
notice-dates: Dates Pub: Feb. 25, March 04, 11, 18, 2017 — [1150, 284, 1279, 294]
notice-heading: FICTITIOUS BUSINESS NAME STATEMENT — [234, 275, 383, 285]
notice-file-number: File No. — [464, 723, 488, 733]
notice-dates: Dates Pub: Feb. 25, March 04, 11, 18, 2017 — [1150, 1251, 1279, 1261]
notice-dates: March 4, 11, 18 and 25, 2017 — [6, 1773, 93, 1783]
notice-dates: March 4, 11, 18 and 25, 2017 — [6, 845, 93, 855]
notice-publish: Publish: ES Mountain Views News — [464, 1422, 567, 1432]
notice-dates: Dates Pub: Feb. 25, March 04, 11, 18, 2017 — [922, 1064, 1050, 1074]
legal-notice — [6, 546, 225, 693]
notice-heading: FICTITIOUS BUSINESS NAME STATEMENT File No. — [1150, 926, 1325, 936]
notice-continuation — [922, 82, 1141, 131]
notice-heading: FICTITIOUS BUSINESS NAME STATEMENT File No. — [1150, 584, 1325, 594]
notice-heading: FICTITIOUS BUSINESS NAME STATEMENT File No. — [1150, 1039, 1325, 1049]
notice-heading: FICTITIOUS BUSINESS NAME STATEMENT — [6, 862, 153, 871]
legal-notice — [922, 626, 1141, 732]
notice-publish: Publish: ES Mountain Views News — [234, 821, 339, 830]
notice-text: This Business is conducted by: an Individual. This statement was filed with the County Clerk of Los Angeles County on 02/27/17. The registrant(s) has (have) commenced to transact business under the fictitious business name or names listed above on N/A. NOTICE- This Fictitious Name Statement expires five years from the date it was filed in the office of the County Clerk. A new Fictitious Business Name Statement must be filed prior to that date. The filing of this statement does not of itself authorize the use in this state of a Fictitious Business Name in violation of the rights of another under Federal, State, or common law (See section 14411 et seq. Business and Professions Code) — [234, 1227, 453, 1310]
notice-dates: Dates Pub: Feb. 25, March 04, 11, 18, 2017 — [1150, 1137, 1279, 1147]
notice-dates: March 4, 11, 18 and 25, 2017 — [464, 1552, 551, 1562]
legal-notice — [6, 1790, 225, 1904]
notice-heading: FICTITIOUS BUSINESS NAME STATEMENT File No. — [692, 1154, 867, 1163]
notice-text: The following person(s) is (are) doing business as: BELGIAN FOODIE, 2033 N. BEACHWOOD DR. APT 14, LOS ANGELES, CA, 90068. Full name of registrant(s) is (are) BRADLEY GALLOP, 2033 N. BEACHWOOD DR. APT 14, LOS ANGELES, CA, 90068. This Business is conducted by: an Individual. Signed: Bradley Gallop, Owner. This statement was filed with the County Clerk of Los Angeles County on 02/24/17. The registrant(s) has (have) commenced to transact business under the fictitious business name or names listed above on 06/2012. NOTICE- This Fictitious Name Statement expires five years from the date it was filed in the office of the County Clerk. A new Fictitious Business Name Statement must be filed prior to that date. The filing of this statement does not of itself authorize the use in this state of a Fictitious Business Name in violation of the rights of another under Federal, State, or common law (See section 14411 et seq. Business and Professions Code) — [6, 1033, 225, 1156]
notice-text: does not of itself authorize the use in this state of a Fictitious Business Name in violation of the rights of another under Federal, State, or common law (See section 14411 et seq. Business and Professions Code) — [692, 82, 911, 106]
legal-notice — [1151, 586, 1370, 692]
legal-notice — [922, 139, 1141, 277]
notice-dates: Dates Pub: Feb. 25, March 04, 11, 18, 2017 — [692, 1479, 821, 1489]
notice-text: The following person(s) is (are) doing business as: This Business is conducted by: AN INDIVIDUAL. This statement was filed with the County Clerk of Los Angeles County on 02/21/2017. The registrant(s) has (have) commenced to transact business under the fictitious business name or names listed above on N/A. NOTICE- This Fictitious Name Statement expires five years from the date it was filed in the office of the County Clerk. A new Fictitious Business Name Statement must be filed prior to that date. The filing of this statement does not of itself authorize the use in this state of a Fictitious Business Name in violation of the rights of another under Federal, State, or common law (See section 14411 et seq. Business and Professions Code)Publish: Mountain Views News — [1150, 706, 1369, 798]
legal-notice — [235, 603, 454, 717]
notice-heading: FICTITIOUS BUSINESS NAME STATEMENT File No. 2017-042636 — [1150, 446, 1367, 456]
notice-text: This statement was filed with the County Clerk of Los Angeles County on 02/23/2017. The registrant(s) has (have) commenced — [1150, 1381, 1369, 1399]
notice-text: The following person(s) is (are) doing business as: This Business is conducted by: an Individual. This statement was filed with the County Clerk of Los Angeles County on 02/27/17. The registrant(s) has (have) commenced to transact business under the fictitious business name or names listed above on N/A. NOTICE- This Fictitious Name Statement expires five years from the date it was filed in the office of the County Clerk. A new Fictitious Business Name Statement must be filed prior to that date. The filing of this statement does not of itself authorize the use in this state of a Fictitious Business Name in violation of the rights of another under Federal, State, or common law (See section 14411 et seq. Business and Professions Code) — [464, 235, 683, 326]
notice-text: The following person(s) is (are) doing business as: This Business is conducted by: AN INDIVIDUAL. This statement was filed with the County Clerk of Los Angeles County on 02/21/2017. The registrant(s) has (have) commenced to transact business under the fictitious business name or names listed above on N/A. NOTICE- This Fictitious Name Statement expires five years from the date it was filed in the office of the County Clerk. A new Fictitious Business Name Statement must be filed prior to that date. The filing of this statement does not of itself authorize the use in this state of a Fictitious Business Name in violation of the rights of another under Federal, State, or common law (See section 14411 et seq. Business and Professions Code)Publish: Mountain Views News — [692, 934, 911, 1026]
notice-dates: March 4, 11, 18 and 25, 2017 — [234, 1195, 321, 1204]
footer-fax: Fax: 626.609.3285 — [755, 2552, 882, 2568]
legal-notice — [922, 854, 1141, 959]
notice-text: This Business is conducted by: an Individual. This statement was filed with the County Clerk of Los Angeles County on 02/27/17. The registrant(s) has (have) commenced to transact business under the fictitious business name or names listed above on N/A. NOTICE- This Fictitious Name Statement expires five years from the date it was filed in the office of the County Clerk. A new Fictitious Business Name Statement must be filed prior to that date. The filing of this statement does not of itself authorize the use in this state of a Fictitious Business Name in violation of the rights of another under Federal, State, or common law (See section 14411 et seq. Business and Professions Code) — [464, 487, 683, 570]
notice-text: Full name of registrant(s) is (are) THE SARTORIAL HOUSE, LLC, 6912 OWENSMOUTH AVE SUITE 104, CANOGA PARK, CA, 91311. This Business is conducted by: a Limited Liability Company. Signed: The Sartorial House, LLC, Jaspreet Singh, Manager. — [6, 1529, 225, 1563]
notice-publish: Publish: ES Mountain Views News — [464, 935, 567, 945]
notice-dates: March 4, 11, 18 and 25, 2017 — [464, 203, 551, 213]
notice-heading: FICTITIOUS BUSINESS NAME STATEMENT File No. — [1150, 812, 1325, 822]
notice-continuation — [1151, 1382, 1370, 1399]
page-footer — [8, 2552, 1367, 2569]
notice-heading: FICTITIOUS BUSINESS NAME STATEMENT — [6, 1179, 153, 1188]
notice-text: The following person(s) is (are) doing business as: This Business is conducted by: AN INDIVIDUAL. This statement was filed with the County Clerk of Los Angeles County on 02/21/2017. The registrant(s) has (have) commenced to transact business under the fictitious business name or names listed above on N/A. NOTICE- This Fictitious Name Statement expires five years from the date it was filed in the office of the County Clerk. A new Fictitious Business Name Statement must be filed prior to that date. The filing of this statement does not of itself authorize the use in this state of a Fictitious Business Name in violation of the rights of another under Federal, State, or common law (See section 14411 et seq. Business and Professions Code)Publish: Mountain Views News — [692, 1048, 911, 1139]
notice-file-number: File No. 2017046708 — [6, 552, 68, 562]
notice-file-number: File No. — [464, 967, 488, 977]
notice-heading: FICTITIOUS BUSINESS NAME STATEMENT — [234, 723, 383, 733]
notice-dates: Dates Pub: Feb. 25, March 04, 11, 18, 2017 — [1150, 431, 1279, 441]
legal-notice — [464, 838, 683, 952]
notice-dates: March 4, 11, 18 and 25, 2017 — [234, 707, 321, 717]
notice-heading: FICTITIOUS BUSINESS NAME STATEMENT — [464, 1080, 611, 1090]
notice-text: Code) — [234, 406, 253, 416]
notice-text: The following person(s) is (are) doing business as: JR'S DELIVERY SERVICE, 7448 LINDLEY AVE, RESEDA, CA, 91335. Full name of registrant(s) is (are) JORGE VASQUEZ JR, 7448 LINDLEY AVE, RESEDA, CA, 91335. This Business is conducted by: an Individual. Signed: Jorge Vasquez Jr, Owner. This statement was filed with the County Clerk of Los Angeles County on 02/27/17. The registrant(s) has (have) commenced to transact business under the fictitious business name or names listed above on May 19, 2015. NOTICE- This Fictitious Name Statement expires five years from the date it was filed in the office of the County Clerk. A new Fictitious Business Name Statement must be filed prior to that date. The filing of this statement does not of itself authorize the use in this state of a Fictitious Business Name in violation of the rights of another under Federal, State, or common law (See section 14411 et seq. Business and Professions Code) — [234, 292, 453, 407]
legal-notice — [922, 399, 1141, 504]
notice-text: The following person(s) is (are) doing business as: This Business is conducted by: AN INDIVIDUAL. This statement was filed with the County Clerk of Los Angeles County on 02/21/2017. The registrant(s) has (have) commenced to transact business under the fictitious business name or names listed above on N/A. NOTICE- This Fictitious Name Statement expires five years from the date it was filed in the office of the County Clerk. A new Fictitious Business Name Statement must be filed prior to that date. The filing of this statement does not of itself authorize the use in this state of a Fictitious Business Name in violation of the rights of another under Federal, State, or common law (See section 14411 et seq. Business and Professions Code)Publish: Mountain Views News — [922, 861, 1141, 952]
notice-file-number: File No. — [464, 1210, 488, 1220]
notice-dates: March 4, 11, 18 and 25, 2017 — [6, 365, 93, 375]
notice-heading: FICTITIOUS BUSINESS NAME STATEMENT File No. — [692, 584, 867, 594]
notice-dates: Dates Pub: Feb. 25, March 04, 11, 18, 2017 — [692, 260, 821, 270]
notice-file-number: File No. 2017047153 — [6, 869, 68, 879]
notice-text: The following person(s) is (are) doing business as: EHSAAS JEWEL HOUSE, 9920 JORDAN AVE UNIT 20, CHATSWORTH, CA, 91311. — [6, 1512, 225, 1530]
footer-website: Website: www.mtnviewsnews.com — [1142, 2552, 1352, 2568]
notice-text: This Business is conducted by: an Individual. This statement was filed with the County Clerk of Los Angeles County on 02/27/17. The registrant(s) has (have) commenced to transact business under the fictitious business name or names listed above on N/A. NOTICE- This Fictitious Name Statement expires five years from the date it was filed in the office of the County Clerk. A new Fictitious Business Name Statement must be filed prior to that date. The filing of this statement does not of itself authorize the use in this state of a Fictitious Business Name in violation of the rights of another under Federal, State, or common law (See section 14411 et seq. Business and Professions Code) — [464, 853, 683, 936]
notice-text: This Business is conducted by: an Individual. Signed: Elecia Burrel, Owner. This statement was filed with the County Clerk of Los Angeles County on 02/24/17. The registrant(s) has (have) commenced to transact business under the fictitious business name or names listed above on N/A. NOTICE- This Fictitious Name Statement expires five years from the date it was filed in the office of the County Clerk. A new Fictitious Business Name Statement must be filed prior to that date. The filing of this statement does not of itself authorize the use in this state of a Fictitious Business Name in violation of the rights of another under Federal, State, or common law (See section 14411 et seq. Business and Professions Code) — [6, 1228, 225, 1319]
notice-text: The following person(s) is (are) doing business as: HILLER ENTERPRISE, 21031 VENTURA BLVD, SUITE #702, WOODLAND HILLS, CA, 91364. Full name of registrant(s) is (are) MICHAEL HILLER, 4320 COLDWATER CYN AVE APT #10, STUDIO CITY, CA, 91604. This Business is conducted by: an Individual. Signed: Michael Hiller, Owner. This statement was filed with the County Clerk of Los Angeles County on 02/24/17. The registrant(s) has (have) commenced to transact business under the fictitious business name or names listed above on N/A. NOTICE- This Fictitious Name Statement expires five years from the date it was filed in the office of the County Clerk. A new Fictitious Business Name Statement must be filed prior to that date. The filing of this statement does not of itself authorize the use in this state of a Fictitious Business Name in violation of the rights of another under Federal, State, or common law (See section 14411 et seq. Business and Professions Code) — [6, 398, 225, 522]
legal-notice — [922, 1423, 1141, 1529]
notice-text: The following person(s) is (are) doing business as: ROCKSTONE CONSTRUCTION, 6629 ½ WHITSETT AVE, NORTH HOLLYWOOD, CA, 91606. Full name of registrant(s) is (are) HECTOR CHAVEZ 6629 ½ WHITSETT AVE, NORTH HOLLYWOOD, CA, 91606. This This Business is conducted by: an Individual. Signed: Hector Chavez, Owner. This statement was filed with the County Clerk of Los Angeles County on 02/27/17. The registrant(s) has (have) commenced to transact business under the fictitious business name or names listed above on N/A. NOTICE- This Fictitious Name Statement expires five years from the date it was filed in the office of the County Clerk. A new Fictitious Business Name Statement must be filed prior to that date. The filing of this statement does not of itself authorize the use in this state of a Fictitious Business Name in violation of the rights of another under Federal, State, or common law (See section 14411 et seq. Business and Professions Code) — [234, 454, 453, 578]
notice-dates: Dates Pub: Feb. 25, March 04, 11, 18, 2017 — [1150, 1365, 1279, 1374]
notice-text: This Business is conducted by: an Individual. This statement was filed with the County Clerk of Los Angeles County on 02/27/17. The registrant(s) has (have) commenced to transact business under the fictitious business name or names listed above on N/A. NOTICE- This Fictitious Name Statement expires five years from the date it was filed in the office of the County Clerk. A new Fictitious Business Name Statement must be filed prior to that date. The filing of this statement does not of itself authorize the use in this state of a Fictitious Business Name in violation of the rights of another under Federal, State, or common law (See section 14411 et seq. Business and Professions Code) — [6, 1683, 225, 1766]
legal-notice — [922, 1196, 1141, 1301]
notice-heading: FICTITIOUS BUSINESS NAME STATEMENT — [464, 219, 611, 229]
notice-dates: March 4, 11, 18 and 25, 2017 — [464, 943, 551, 952]
notice-text: This Business is conducted by: an Individual. Signed: Hayk Novrazyan, Owner. This statement was filed with the County Clerk of Los Angeles County on 02/24/17. The registrant(s) has (have) commenced to transact business under the fictitious business name or names listed above on N/A. NOTICE- This Fictitious Name Statement expires five years from the date it was filed in the office of the County Clerk. A new Fictitious Business Name Statement must be filed prior to that date. The filing of this statement does not of itself authorize the use in this state of a Fictitious Business Name in violation of the rights of another under Federal, State, or common law (See section 14411 et seq. Business and Professions Code) — [6, 268, 225, 359]
